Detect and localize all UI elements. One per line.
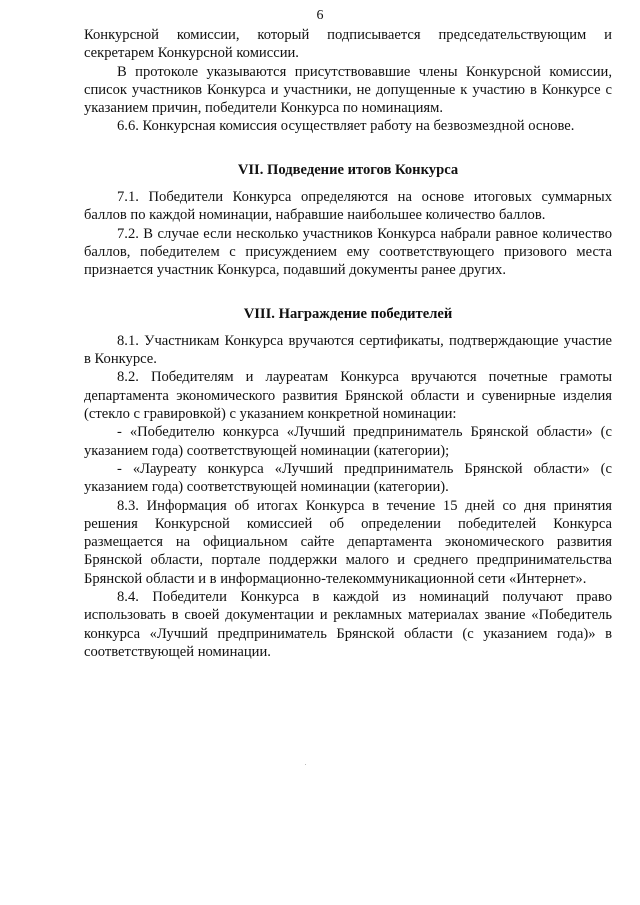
page-number: 6 — [316, 8, 324, 23]
list-item-winner: - «Победителю конкурса «Лучший предприниматель Брянской области» (с указанием года) соответствующей номинации (категории); — [84, 424, 612, 459]
list-item-laureate: - «Лауреату конкурса «Лучший предприниматель Брянской области» (с указанием года) соответствующей номинации (категории). — [84, 460, 612, 496]
paragraph-6-6: 6.6. Конкурсная комиссия осуществляет работу на безвозмездной основе. — [117, 118, 575, 135]
paragraph-8-2: 8.2. Победителям и лауреатам Конкурса вручаются почетные грамоты департамента экономического развития Брянской области и сувенирные изделия (стекло с гравировкой) с указанием конкретной номинации: — [84, 369, 612, 423]
paragraph-8-1: 8.1. Участникам Конкурса вручаются сертификаты, подтверждающие участие в Конкурсе. — [84, 332, 612, 368]
paragraph-7-2: 7.2. В случае если несколько участников Конкурса набрали равное количество баллов, победителем с присуждением ему соответствующего призового места признается участник Конкурса, подавший документы ранее других. — [84, 225, 612, 279]
section-7-heading: VII. Подведение итогов Конкурса — [237, 161, 459, 178]
paragraph-protocol: В протоколе указываются присутствовавшие члены Конкурсной комиссии, список участников Конкурса и участники, не допущенные к участию в Конкурсе с указанием причин, победители Конкурса по номинациям. — [84, 63, 612, 117]
section-8-heading: VIII. Награждение победителей — [243, 305, 453, 322]
document-body — [84, 26, 612, 661]
paragraph-continuation: Конкурсной комиссии, который подписывается председательствующим и секретарем Конкурсной комиссии. — [84, 27, 612, 62]
paragraph-7-1: 7.1. Победители Конкурса определяются на основе итоговых суммарных баллов по каждой номинации, набравшие наибольшее количество баллов. — [84, 189, 612, 224]
scan-speck — [305, 764, 306, 765]
paragraph-8-4: 8.4. Победители Конкурса в каждой из номинаций получают право использовать в своей документации и рекламных материалах звание «Победитель конкурса «Лучший предприниматель Брянской области (с указанием года)» в соответствующей номинации. — [84, 589, 612, 660]
paragraph-8-3: 8.3. Информация об итогах Конкурса в течение 15 дней со дня принятия решения Конкурсной комиссией об определении победителей Конкурса размещается на официальном сайте департамента экономического развития Брянской области, портале поддержки малого и среднего предпринимательства Брянской области и в информационно-телекоммуникационной сети «Интернет». — [84, 497, 612, 587]
